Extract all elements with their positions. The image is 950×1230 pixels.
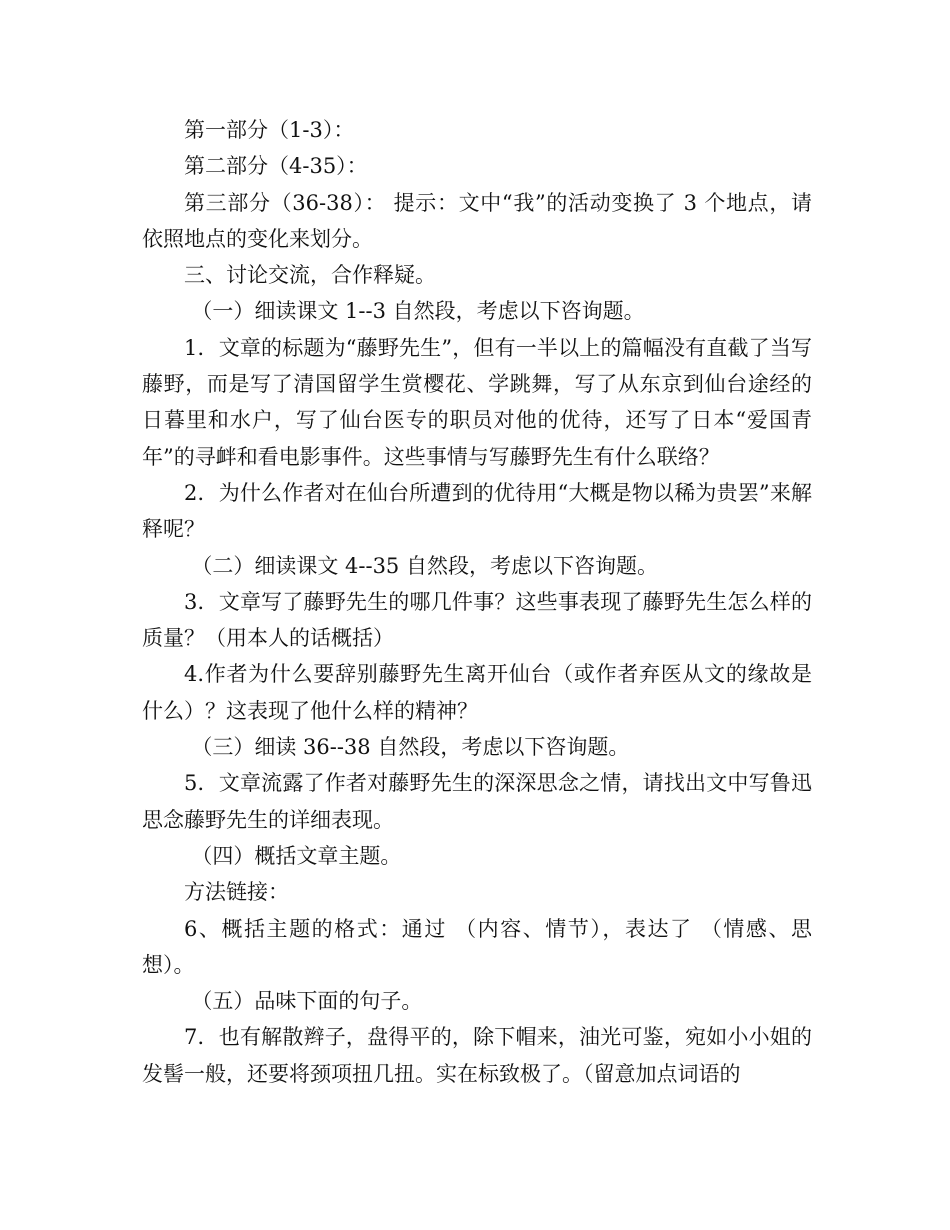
question-1: 1．文章的标题为“藤野先生”，但有一半以上的篇幅没有直截了当写藤野，而是写了清国留学生赏樱花、学跳舞，写了从东京到仙台途经的日暮里和水户，写了仙台医专的职员对他的优待，还写了日本“爱国青年”的寻衅和看电影事件。这些事情与写藤野先生有什么联络？: [142, 335, 812, 469]
question-7: 7．也有解散辫子，盘得平的，除下帽来，油光可鉴，宛如小小姐的发髻一般，还要将颈项扭几扭。实在标致极了。（留意加点词语的: [142, 1025, 812, 1086]
subsection-two-heading: （二）细读课文 4--35 自然段，考虑以下咨询题。: [191, 553, 658, 578]
question-6: 6、概括主题的格式：通过 （内容、情节），表达了 （情感、思想）。: [142, 916, 812, 977]
question-3: 3．文章写了藤野先生的哪几件事？这些事表现了藤野先生怎么样的质量？（用本人的话概括）: [142, 589, 812, 651]
subsection-five-heading: （五）品味下面的句子。: [191, 989, 423, 1014]
part-one-line: 第一部分（1-3）：: [184, 118, 355, 142]
document-page: [142, 112, 812, 1092]
section-three-heading: 三、讨论交流，合作释疑。: [184, 263, 436, 288]
subsection-three-heading: （三）细读 36--38 自然段，考虑以下咨询题。: [191, 735, 630, 760]
question-2: 2．为什么作者对在仙台所遭到的优待用“大概是物以稀为贵罢”来解释呢？: [142, 480, 812, 542]
question-5: 5．文章流露了作者对藤野先生的深深思念之情，请找出文中写鲁迅思念藤野先生的详细表现。: [142, 771, 812, 832]
question-4: 4.作者为什么要辞别藤野先生离开仙台（或作者弃医从文的缘故是什么）？这表现了他什么样的精神？: [142, 662, 812, 723]
method-link-label: 方法链接：: [184, 880, 289, 905]
part-three-line: 第三部分（36-38）： 提示：文中“我”的活动变换了 3 个地点，请依照地点的变化来划分。: [142, 190, 812, 251]
part-two-line: 第二部分（4-35）：: [184, 154, 368, 179]
subsection-four-heading: （四）概括文章主题。: [191, 843, 402, 868]
subsection-one-heading: （一）细读课文 1--3 自然段，考虑以下咨询题。: [191, 299, 645, 324]
